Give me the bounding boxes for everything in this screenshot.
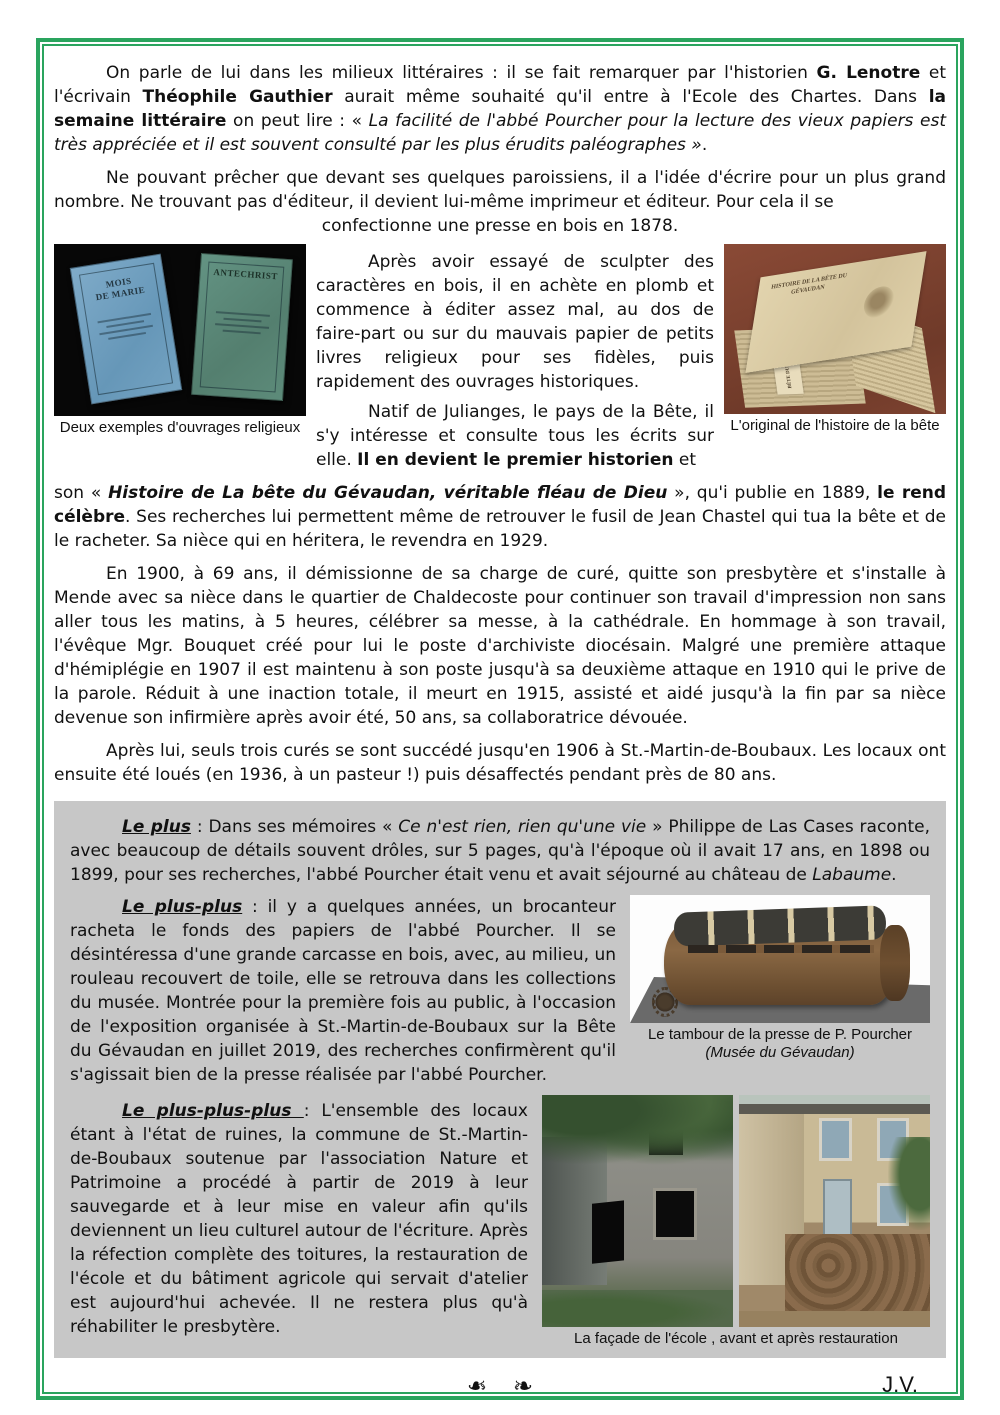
facade-before-grass — [542, 1290, 733, 1327]
caption-original-book: L'original de l'histoire de la bête — [730, 417, 940, 434]
blue-book-title: MOIS DE MARIE — [95, 275, 146, 303]
paragraph-natif: Natif de Julianges, le pays de la Bête, il s'y intéresse et consulte tous les écrits sur elle. Il en devient le premier historien et — [316, 402, 714, 470]
religious-books-photo — [54, 244, 306, 416]
caption-drum-press — [630, 1026, 930, 1062]
paragraph-le-plus-plus: Le plus-plus : il y a quelques années, un brocanteur racheta le fonds des papiers de l'abbé Pourcher. Il se désintéressa d'une grande carcasse en bois, avec, au milieu, un rouleau recouvert de toile, elle se retrouva dans les collections du musée. Montrée pour la première fois au public, à l'occasion de l'exposition organisée à St.-Martin-de-Boubaux sur la Bête du Gévaudan en juillet 2019, des recherches confirmèrent qu'il s'agissait bien de la presse réalisée par l'abbé Pourcher. — [70, 897, 616, 1085]
figure-drum-press — [630, 895, 930, 1062]
figure-book-stack — [724, 244, 946, 435]
green-frame-outer — [36, 38, 964, 1400]
middle-figure-row — [54, 244, 946, 472]
le-plus-plus-text-column — [70, 895, 616, 1087]
le-plus-plus-plus-row — [70, 1095, 930, 1348]
drum-endcap — [880, 925, 910, 1001]
blue-book-cover — [70, 254, 182, 405]
fleuron-right-icon: ❧ — [512, 1372, 551, 1394]
facade-before-window-lower — [653, 1188, 697, 1240]
paragraph-le-plus-plus-plus: Le plus-plus-plus : L'ensemble des locaux étant à l'état de ruines, la commune de St.-Martin-de-Boubaux soutenue par l'association Nature et Patrimoine a procédé à partir de 2019 à leur sauvegarde et à leur mise en valeur afin qu'ils deviennent un lieu culturel autour de l'écriture. Après la réfection complète des toitures, la restauration de l'école et du bâtiment agricole qui servait d'atelier est aujourd'hui achevée. Il ne restera plus qu'à réhabiliter le presbytère. — [70, 1101, 528, 1337]
green-book-cover — [191, 253, 293, 401]
facade-after-stone-wall — [785, 1234, 930, 1313]
le-plus-plus-plus-text-column — [70, 1095, 528, 1339]
le-plus-plus-row — [70, 895, 930, 1087]
green-book-title: ANTECHRIST — [213, 266, 279, 282]
facade-before-photo — [542, 1095, 733, 1327]
facade-before-doorway — [592, 1200, 624, 1264]
green-frame-inner — [42, 44, 958, 1394]
page-footer — [54, 1362, 946, 1394]
facade-after-tree — [888, 1137, 930, 1230]
paragraph-histoire: son « Histoire de La bête du Gévaudan, véritable fléau de Dieu », qu'i publie en 1889, le rend célèbre. Ses recherches lui permettent même de retrouver le fusil de Jean Chastel qui tua la bête et de le racheter. Sa nièce qui en héritera, le revendra en 1929. — [54, 483, 947, 551]
facade-after-roofline — [739, 1104, 930, 1113]
figure-religious-books — [54, 244, 306, 437]
caption-drum-line2: (Musée du Gévaudan) — [705, 1044, 855, 1061]
author-initials: J.V. — [882, 1372, 918, 1394]
paragraph-typesetting: Après avoir essayé de sculpter des caractères en bois, il en achète en plomb et commence à éditer assez mal, au dos de faire-part ou sur du mauvais papier de petits livres religieux pour ses fidèles, puis rapidement des ouvrages historiques. — [316, 252, 714, 392]
paragraph-le-plus: Le plus : Dans ses mémoires « Ce n'est rien, rien qu'une vie » Philippe de Las Cases raconte, avec beaucoup de détails souvent drôles, sur 5 pages, qu'à l'époque où il avait 17 ans, en 1898 ou 1899, pour ses recherches, l'abbé Pourcher était venu et avait séjourné au château de Labaume. — [70, 817, 931, 885]
paragraph-press-tail: confectionne une presse en bois en 1878. — [321, 216, 679, 236]
facade-after-photo — [739, 1095, 930, 1327]
middle-text-column — [316, 244, 714, 472]
le-plus-box — [54, 801, 946, 1358]
facade-before-foliage — [542, 1095, 733, 1174]
book-stack-photo — [724, 244, 946, 414]
facade-after-door — [823, 1179, 852, 1243]
green-book-textlines — [215, 307, 271, 335]
fleuron-left-icon: ❧ — [449, 1372, 488, 1394]
paragraph-1900: En 1900, à 69 ans, il démissionne de sa charge de curé, quitte son presbytère et s'installe à Mende avec sa nièce dans le quartier de Chaldecoste pour continuer son travail d'impression non sans aller tous les matins, à 5 heures, célébrer sa messe, à la cathédrale. En hommage à son travail, l'évêque Mgr. Bouquet créé pour lui le poste d'archiviste diocésain. Malgré une première attaque d'hémiplégie en 1907 il est maintenu à son poste jusqu'à sa deuxième attaque en 1910 qui le prive de la parole. Réduit à une inaction totale, il meurt en 1915, assisté et aidé jusqu'à la fin par sa nièce devenue son infirmière après avoir été, 50 ans, sa collaboratrice dévouée. — [54, 564, 946, 728]
paragraph-intro: On parle de lui dans les milieux littéraires : il se fait remarquer par l'historien G. Lenotre et l'écrivain Théophile Gauthier aurait même souhaité qu'il entre à l'Ecole des Chartes. Dans la semaine littéraire on peut lire : « La facilité de l'abbé Pourcher pour la lecture des vieux papiers est très appréciée et il est souvent consulté par les plus érudits paléographes ». — [54, 63, 947, 155]
figure-school-facade — [542, 1095, 930, 1348]
drum-press-photo — [630, 895, 930, 1023]
caption-religious-books: Deux exemples d'ouvrages religieux — [59, 419, 301, 436]
facade-after-window-left — [819, 1118, 852, 1161]
stack-emblem-icon — [862, 284, 897, 320]
stack-top-title: HISTOIRE DE LA BÊTE DU GÉVAUDAN — [770, 272, 848, 296]
drum-slits — [688, 945, 874, 953]
facade-after-ground — [739, 1311, 930, 1327]
caption-drum-line1: Le tambour de la presse de P. Pourcher — [647, 1026, 913, 1043]
footer-ornaments — [54, 1372, 946, 1394]
paragraph-apres-lui: Après lui, seuls trois curés se sont succédé jusqu'en 1906 à St.-Martin-de-Boubaux. Les locaux ont ensuite été loués (en 1936, à un pasteur !) puis désaffectés pendant près de 80 ans. — [54, 741, 946, 785]
caption-school-facade: La façade de l'école , avant et après restauration — [574, 1330, 898, 1347]
facade-photo-pair — [542, 1095, 930, 1327]
paragraph-press: Ne pouvant prêcher que devant ses quelques paroissiens, il a l'idée d'écrire pour un plus grand nombre. Ne trouvant pas d'éditeur, il devient lui-même imprimeur et éditeur. Pour cela il se — [54, 168, 946, 212]
